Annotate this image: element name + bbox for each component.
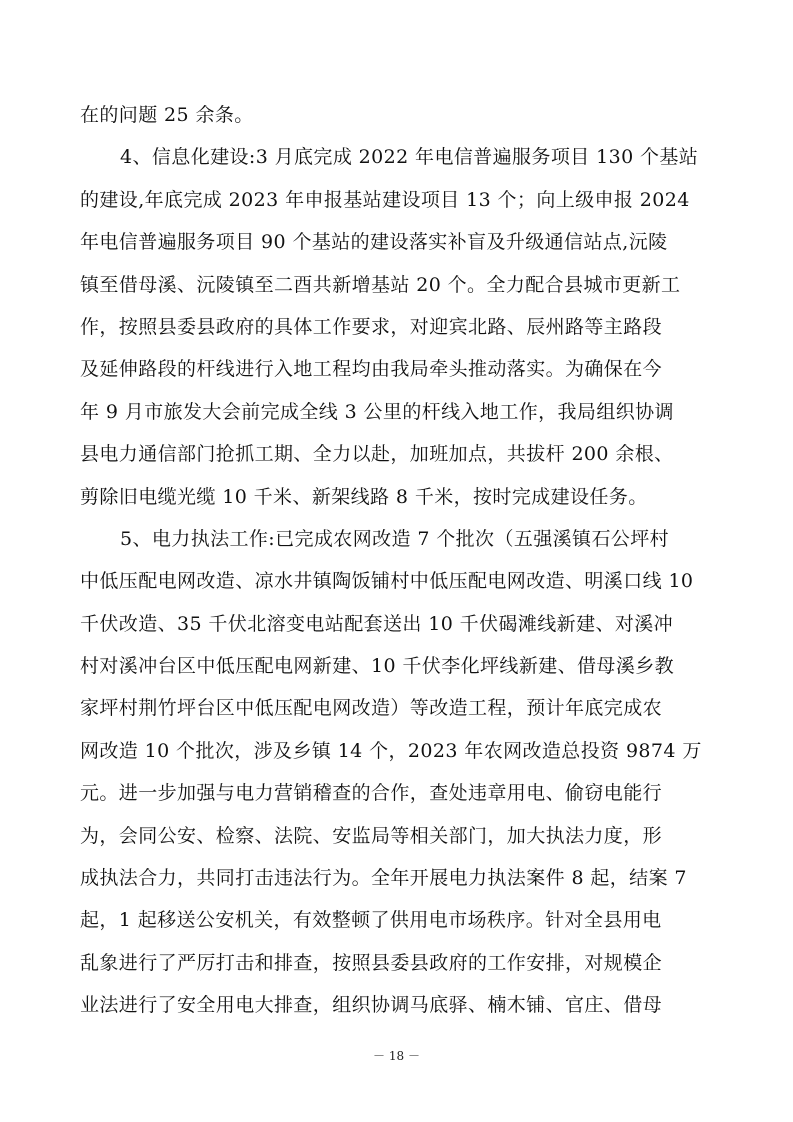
text-line: 业法进行了安全用电大排查，组织协调马底驿、楠木铺、官庄、借母 bbox=[80, 994, 663, 1017]
text-line: 为，会同公安、检察、法院、安监局等相关部门，加大执法力度，形 bbox=[80, 824, 663, 847]
body-text bbox=[80, 94, 716, 1027]
text-line: 在的问题 25 余条。 bbox=[80, 104, 254, 126]
text-line: 剪除旧电缆光缆 10 千米、新架线路 8 千米，按时完成建设任务。 bbox=[80, 485, 648, 508]
text-line: 千伏改造、35 千伏北溶变电站配套送出 10 千伏碣滩线新建、对溪冲 bbox=[80, 612, 674, 635]
text-line: 网改造 10 个批次，涉及乡镇 14 个，2023 年农网改造总投资 9874 万 bbox=[80, 739, 702, 762]
text-line: 作，按照县委县政府的具体工作要求，对迎宾北路、辰州路等主路段 bbox=[80, 315, 663, 338]
text-line: 5、电力执法工作:已完成农网改造 7 个批次（五强溪镇石公坪村 bbox=[120, 527, 670, 550]
text-line: 中低压配电网改造、凉水井镇陶饭铺村中低压配电网改造、明溪口线 10 bbox=[80, 570, 694, 593]
text-line: 元。进一步加强与电力营销稽查的合作，查处违章用电、偷窃电能行 bbox=[80, 782, 663, 805]
text-line: 年 9 月市旅发大会前完成全线 3 公里的杆线入地工作，我局组织协调 bbox=[80, 400, 674, 423]
text-line: 村对溪冲台区中低压配电网新建、10 千伏李化坪线新建、借母溪乡教 bbox=[80, 655, 675, 678]
text-line: 成执法合力，共同打击违法行为。全年开展电力执法案件 8 起，结案 7 bbox=[80, 867, 687, 890]
text-line: 及延伸路段的杆线进行入地工程均由我局牵头推动落实。为确保在今 bbox=[80, 358, 663, 381]
text-line: 4、信息化建设:3 月底完成 2022 年电信普遍服务项目 130 个基站 bbox=[120, 146, 699, 169]
text-line: 起，1 起移送公安机关，有效整顿了供用电市场秩序。针对全县用电 bbox=[80, 909, 662, 932]
text-line: 县电力通信部门抢抓工期、全力以赴，加班加点，共拔杆 200 余根、 bbox=[80, 443, 674, 466]
text-line: 镇至借母溪、沅陵镇至二酉共新增基站 20 个。全力配合县城市更新工 bbox=[80, 273, 681, 296]
text-line: 年电信普遍服务项目 90 个基站的建设落实补盲及升级通信站点,沅陵 bbox=[80, 231, 668, 254]
text-line: 乱象进行了严厉打击和排查，按照县委县政府的工作安排，对规模企 bbox=[80, 951, 663, 974]
text-line: 家坪村荆竹坪台区中低压配电网改造）等改造工程，预计年底完成农 bbox=[80, 697, 663, 720]
page-number: － 18 － bbox=[373, 1049, 420, 1063]
text-line: 的建设,年底完成 2023 年申报基站建设项目 13 个；向上级申报 2024 bbox=[80, 188, 690, 211]
